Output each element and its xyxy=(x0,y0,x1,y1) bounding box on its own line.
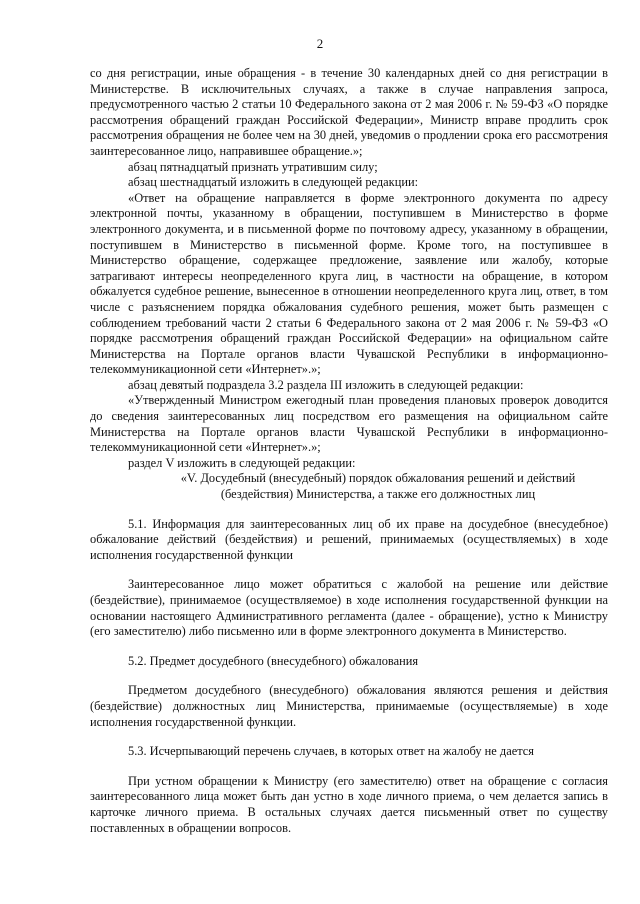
section-5-1-title: 5.1. Информация для заинтересованных лиц об их праве на досудебное (внесудебное) обжалование действий (бездействия) и решений, принимаемых (осуществляемых) в ходе исполнения государственной функции xyxy=(90,516,608,562)
paragraph-amendment-15: абзац пятнадцатый признать утратившим силу; xyxy=(128,159,378,174)
section-5-2-title: 5.2. Предмет досудебного (внесудебного) обжалования xyxy=(128,653,419,668)
page-number: 2 xyxy=(316,36,324,51)
section-5-1-text: Заинтересованное лицо может обратиться с жалобой на решение или действие (бездействие), принимаемое (осуществляемое) в ходе исполнения государственной функции на основании настоящего Административного регламента (далее - обращение), устно к Министру (его заместителю) либо письменно или в форме электронного документа в Министерство. xyxy=(90,577,608,639)
paragraph-inspection-plan-quote: «Утвержденный Министром ежегодный план проведения плановых проверок доводится до сведения заинтересованных лиц посредством его размещения на официальном сайте Министерства на Портале органов власти Чувашской Республики в информационно-телекоммуникационной сети «Интернет».»; xyxy=(90,393,608,455)
section-5-3-title: 5.3. Исчерпывающий перечень случаев, в которых ответ на жалобу не дается xyxy=(128,744,534,759)
paragraph-response-quote: «Ответ на обращение направляется в форме электронного документа по адресу электронной почты, указанному в обращении, поступившем в Министерство в форме электронного документа, и в письменной форме по почтовому адресу, указанному в обращении, поступившем в Министерство в письменной форме. Кроме того, на поступившее в Министерство обращение, содержащее предложение, заявление или жалобу, которые затрагивают интересы неопределенного круга лиц, в частности на обращение, в котором обжалуется судебное решение, вынесенное в отношении неопределенного круга лиц, ответ, в том числе с разъяснением порядка обжалования судебного решения, может быть размещен с соблюдением требований части 2 статьи 6 Федерального закона от 2 мая 2006 г. № 59-ФЗ «О порядке рассмотрения обращений граждан Российской Федерации» на официальном сайте Министерства на Портале органов власти Чувашской Республики в информационно-телекоммуникационной сети «Интернет».»; xyxy=(90,190,608,377)
section-5-2-text: Предметом досудебного (внесудебного) обжалования являются решения и действия (бездействие) должностных лиц Министерства, принимаемые (осуществляемые) в ходе исполнения государственной функции. xyxy=(90,683,608,729)
section-v-heading-line1: «V. Досудебный (внесудебный) порядок обжалования решений и действий xyxy=(180,471,576,486)
section-v-heading-line2: (бездействия) Министерства, а также его должностных лиц xyxy=(220,487,536,502)
paragraph-continuation: со дня регистрации, иные обращения - в течение 30 календарных дней со дня регистрации в Министерстве. В исключительных случаях, а также в случае направления запроса, предусмотренного частью 2 статьи 10 Федерального закона от 2 мая 2006 г. № 59-ФЗ «О порядке рассмотрения обращений граждан Российской Федерации», Министр вправе продлить срок рассмотрения обращения не более чем на 30 дней, уведомив о продлении срока его рассмотрения заинтересованное лицо, направившее обращение.»; xyxy=(90,66,608,158)
paragraph-section-v-intro: раздел V изложить в следующей редакции: xyxy=(128,455,356,470)
paragraph-amendment-16: абзац шестнадцатый изложить в следующей редакции: xyxy=(128,175,419,190)
section-5-3-text: При устном обращении к Министру (его заместителю) ответ на обращение с согласия заинтересованного лица может быть дан устно в ходе личного приема, о чем делается запись в карточке личного приема. В остальных случаях дается письменный ответ по существу поставленных в обращении вопросов. xyxy=(90,773,608,835)
paragraph-amendment-3-2: абзац девятый подраздела 3.2 раздела III изложить в следующей редакции: xyxy=(128,377,524,392)
document-body xyxy=(90,66,608,836)
